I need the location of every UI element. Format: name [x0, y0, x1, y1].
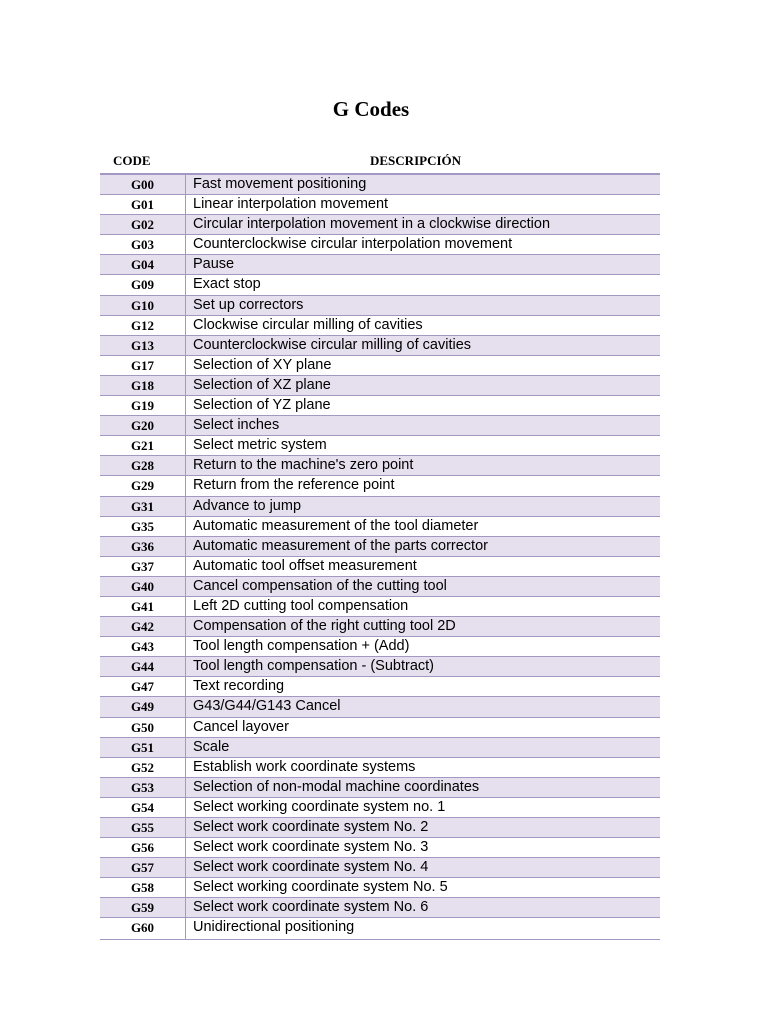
code-cell: G00	[100, 175, 186, 194]
description-cell: Select working coordinate system No. 5	[193, 879, 448, 896]
description-cell: Counterclockwise circular interpolation movement	[193, 236, 513, 253]
code-cell: G10	[100, 296, 186, 315]
description-cell: Automatic measurement of the parts corrector	[193, 537, 488, 554]
description-cell: Compensation of the right cutting tool 2D	[193, 618, 456, 635]
table-row	[100, 577, 660, 597]
table-row	[100, 175, 660, 195]
code-cell: G29	[100, 476, 186, 495]
table-row	[100, 557, 660, 577]
description-cell: Select inches	[193, 417, 280, 434]
code-cell: G12	[100, 316, 186, 335]
table-row	[100, 396, 660, 416]
table-row	[100, 235, 660, 255]
description-cell: Unidirectional positioning	[193, 919, 355, 936]
description-cell: Cancel compensation of the cutting tool	[193, 577, 447, 594]
code-cell: G04	[100, 255, 186, 274]
code-cell: G52	[100, 758, 186, 777]
table-row	[100, 617, 660, 637]
description-cell: Advance to jump	[193, 497, 302, 514]
code-cell: G59	[100, 898, 186, 917]
table-row	[100, 858, 660, 878]
code-cell: G18	[100, 376, 186, 395]
table-row	[100, 537, 660, 557]
description-cell: Counterclockwise circular milling of cavities	[193, 336, 472, 353]
table-row	[100, 336, 660, 356]
code-cell: G09	[100, 275, 186, 294]
table-row	[100, 356, 660, 376]
code-cell: G47	[100, 677, 186, 696]
code-cell: G20	[100, 416, 186, 435]
table-row	[100, 718, 660, 738]
description-cell: Establish work coordinate systems	[193, 758, 416, 775]
table-row	[100, 296, 660, 316]
description-cell: Tool length compensation + (Add)	[193, 638, 410, 655]
description-cell: Scale	[193, 738, 230, 755]
description-cell: Selection of XZ plane	[193, 376, 331, 393]
code-cell: G37	[100, 557, 186, 576]
description-cell: Selection of YZ plane	[193, 397, 331, 414]
code-cell: G21	[100, 436, 186, 455]
table-row	[100, 436, 660, 456]
g-codes-table	[100, 173, 660, 940]
description-cell: Cancel layover	[193, 718, 289, 735]
table-row	[100, 597, 660, 617]
description-cell: Selection of XY plane	[193, 356, 332, 373]
description-cell: Pause	[193, 256, 235, 273]
description-cell: Clockwise circular milling of cavities	[193, 316, 423, 333]
code-cell: G44	[100, 657, 186, 676]
table-row	[100, 898, 660, 918]
table-row	[100, 697, 660, 717]
description-cell: Select work coordinate system No. 4	[193, 859, 429, 876]
table-row	[100, 637, 660, 657]
table-row	[100, 758, 660, 778]
code-cell: G43	[100, 637, 186, 656]
code-cell: G40	[100, 577, 186, 596]
code-cell: G49	[100, 697, 186, 716]
code-cell: G51	[100, 738, 186, 757]
code-cell: G19	[100, 396, 186, 415]
description-cell: Select metric system	[193, 437, 327, 454]
description-cell: Linear interpolation movement	[193, 196, 389, 213]
column-header-code: CODE	[113, 153, 151, 168]
code-cell: G56	[100, 838, 186, 857]
table-row	[100, 215, 660, 235]
table-row	[100, 497, 660, 517]
table-row	[100, 918, 660, 938]
description-cell: Automatic measurement of the tool diameter	[193, 517, 479, 534]
table-row	[100, 316, 660, 336]
code-cell: G50	[100, 718, 186, 737]
table-row	[100, 456, 660, 476]
table-row	[100, 275, 660, 295]
table-header	[100, 152, 660, 172]
description-cell: Selection of non-modal machine coordinates	[193, 778, 480, 795]
table-row	[100, 778, 660, 798]
description-cell: Select working coordinate system no. 1	[193, 798, 446, 815]
description-cell: Text recording	[193, 678, 285, 695]
table-row	[100, 476, 660, 496]
code-cell: G36	[100, 537, 186, 556]
table-row	[100, 376, 660, 396]
table-row	[100, 838, 660, 858]
code-cell: G60	[100, 918, 186, 938]
code-cell: G53	[100, 778, 186, 797]
description-cell: Select work coordinate system No. 3	[193, 839, 429, 856]
code-cell: G13	[100, 336, 186, 355]
code-cell: G35	[100, 517, 186, 536]
description-cell: Return from the reference point	[193, 477, 395, 494]
code-cell: G58	[100, 878, 186, 897]
description-cell: G43/G44/G143 Cancel	[193, 698, 341, 715]
description-cell: Tool length compensation - (Subtract)	[193, 658, 434, 675]
table-row	[100, 195, 660, 215]
table-row	[100, 657, 660, 677]
code-cell: G41	[100, 597, 186, 616]
code-cell: G01	[100, 195, 186, 214]
table-row	[100, 738, 660, 758]
description-cell: Select work coordinate system No. 6	[193, 899, 429, 916]
table-row	[100, 255, 660, 275]
description-cell: Left 2D cutting tool compensation	[193, 597, 409, 614]
description-cell: Select work coordinate system No. 2	[193, 819, 429, 835]
description-cell: Automatic tool offset measurement	[193, 557, 417, 574]
code-cell: G28	[100, 456, 186, 475]
table-row	[100, 878, 660, 898]
code-cell: G02	[100, 215, 186, 234]
table-row	[100, 798, 660, 818]
code-cell: G31	[100, 497, 186, 516]
code-cell: G57	[100, 858, 186, 877]
description-cell: Fast movement positioning	[193, 176, 367, 192]
code-cell: G42	[100, 617, 186, 636]
code-cell: G55	[100, 818, 186, 837]
description-cell: Return to the machine's zero point	[193, 457, 414, 474]
code-cell: G17	[100, 356, 186, 375]
description-cell: Exact stop	[193, 276, 261, 293]
code-cell: G03	[100, 235, 186, 254]
column-header-description: DESCRIPCIÓN	[370, 153, 462, 168]
description-cell: Circular interpolation movement in a clockwise direction	[193, 216, 551, 233]
description-cell: Set up correctors	[193, 296, 304, 313]
table-row	[100, 517, 660, 537]
table-row	[100, 677, 660, 697]
code-cell: G54	[100, 798, 186, 817]
page-title: G Codes	[332, 97, 410, 121]
table-row	[100, 416, 660, 436]
table-row	[100, 818, 660, 838]
